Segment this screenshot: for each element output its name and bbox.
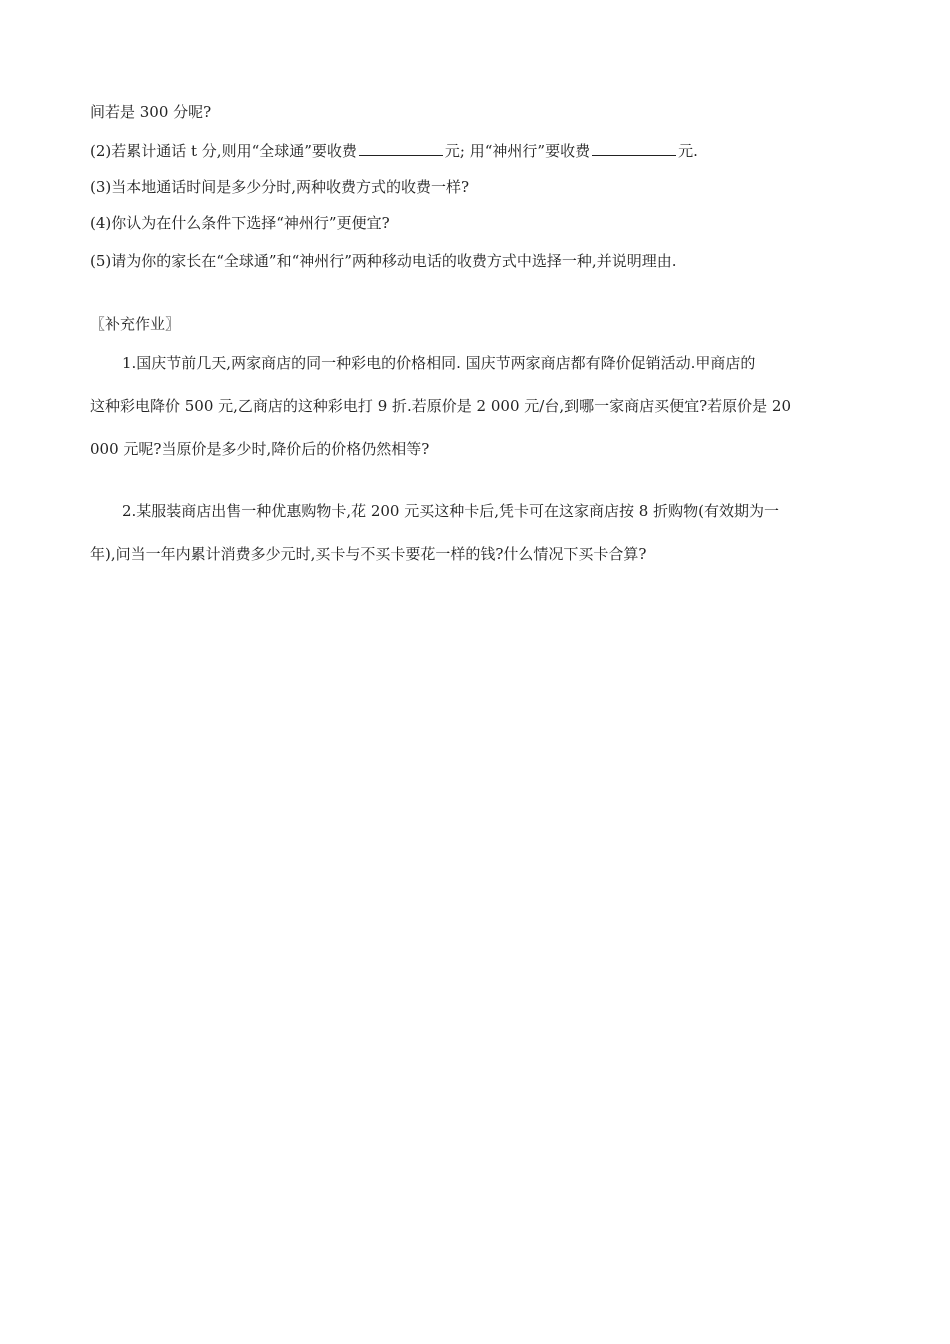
question-2-text-b: 元; 用“神州行”要收费 [444,142,591,160]
answer-blank-2 [592,141,676,156]
question-5: (5)请为你的家长在“全球通”和“神州行”两种移动电话的收费方式中选择一种,并说明理由. [90,252,677,270]
question-2-text-a: (2)若累计通话 t 分,则用“全球通”要收费 [90,142,357,160]
question-4: (4)你认为在什么条件下选择“神州行”更便宜? [90,214,390,232]
question-2-text-c: 元. [678,142,698,160]
problem-1-line-2: 这种彩电降价 500 元,乙商店的这种彩电打 9 折.若原价是 2 000 元/台,到哪一家商店买便宜?若原价是 20 [90,397,791,415]
question-intro-tail: 间若是 300 分呢? [90,103,212,121]
question-2 [90,141,870,161]
problem-2-line-2: 年),问当一年内累计消费多少元时,买卡与不买卡要花一样的钱?什么情况下买卡合算? [90,545,647,563]
question-3: (3)当本地通话时间是多少分时,两种收费方式的收费一样? [90,178,470,196]
problem-1-line-3: 000 元呢?当原价是多少时,降价后的价格仍然相等? [90,440,430,458]
problem-1-line-1: 1.国庆节前几天,两家商店的同一种彩电的价格相同. 国庆节两家商店都有降价促销活动.甲商店的 [122,354,756,372]
supplement-heading: 〖补充作业〗 [90,315,181,333]
answer-blank-1 [359,141,443,156]
problem-2-line-1: 2.某服装商店出售一种优惠购物卡,花 200 元买这种卡后,凭卡可在这家商店按 8 折购物(有效期为一 [122,502,779,520]
